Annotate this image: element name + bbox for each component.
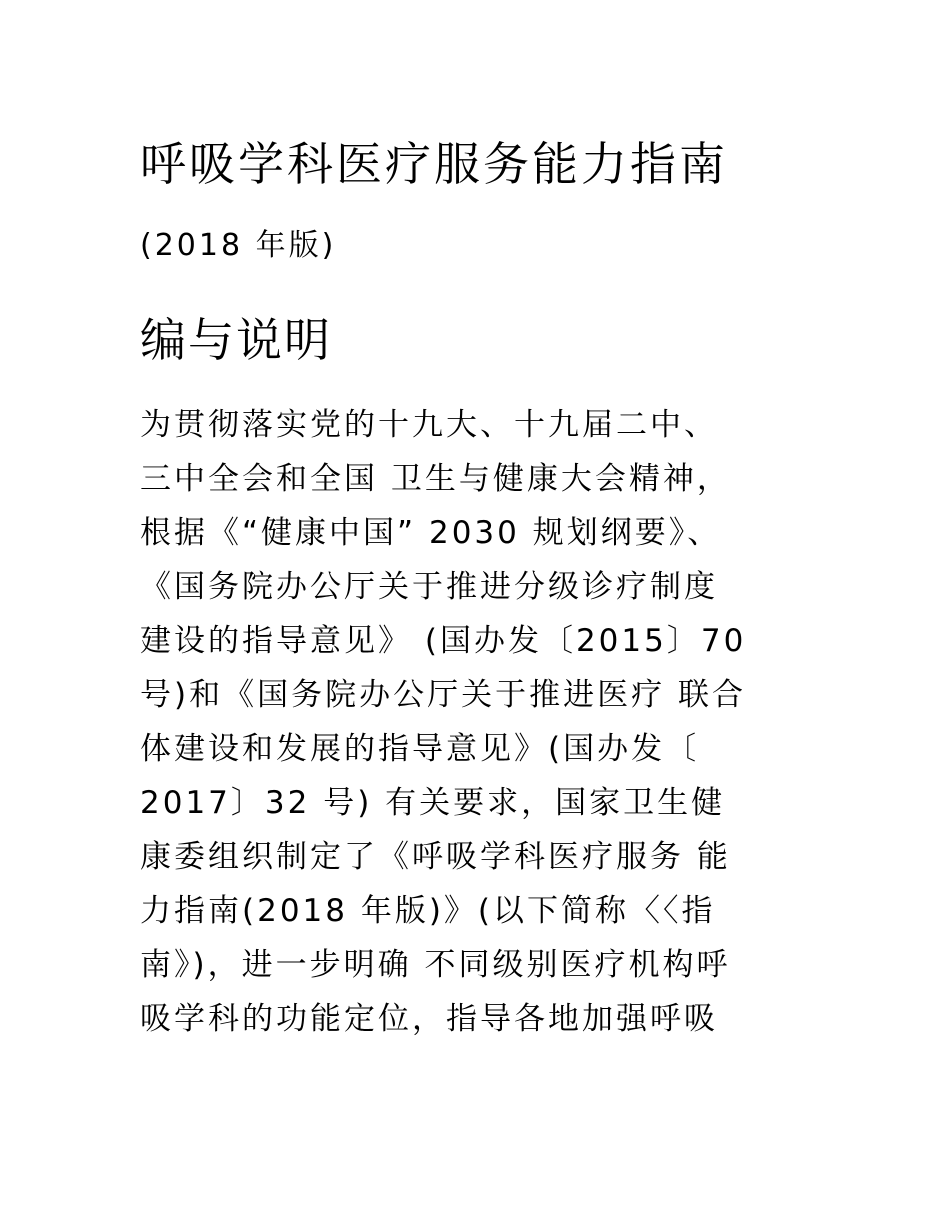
document-title: 呼吸学科医疗服务能力指南 [140,137,728,191]
document-edition: (2018 年版) [140,228,337,263]
body-line: 根据《“健康中国” 2030 规划纲要》、 [140,515,722,551]
body-line: 《国务院办公厅关于推进分级诊疗制度 [140,569,718,605]
body-line: 体建设和发展的指导意见》(国办发〔 [140,731,700,767]
body-line: 建设的指导意见》 (国办发〔2015〕70 [140,623,747,659]
body-line: 号)和《国务院办公厅关于推进医疗 联合 [140,677,746,713]
body-line: 南》)，进一步明确 不同级别医疗机构呼 [140,947,731,983]
body-line: 为贯彻落实党的十九大、十九届二中、 [140,407,718,443]
body-line: 三中全会和全国 卫生与健康大会精神， [140,461,731,497]
body-line: 力指南(2018 年版)》(以下简称〈〈指 [140,893,716,929]
section-heading: 编与说明 [140,313,332,367]
body-paragraph [140,398,820,1046]
body-line: 吸学科的功能定位，指导各地加强呼吸 [140,1001,718,1037]
body-line: 康委组织制定了《呼吸学科医疗服务 能 [140,839,731,875]
body-line: 2017〕32 号) 有关要求，国家卫生健 [140,785,726,821]
